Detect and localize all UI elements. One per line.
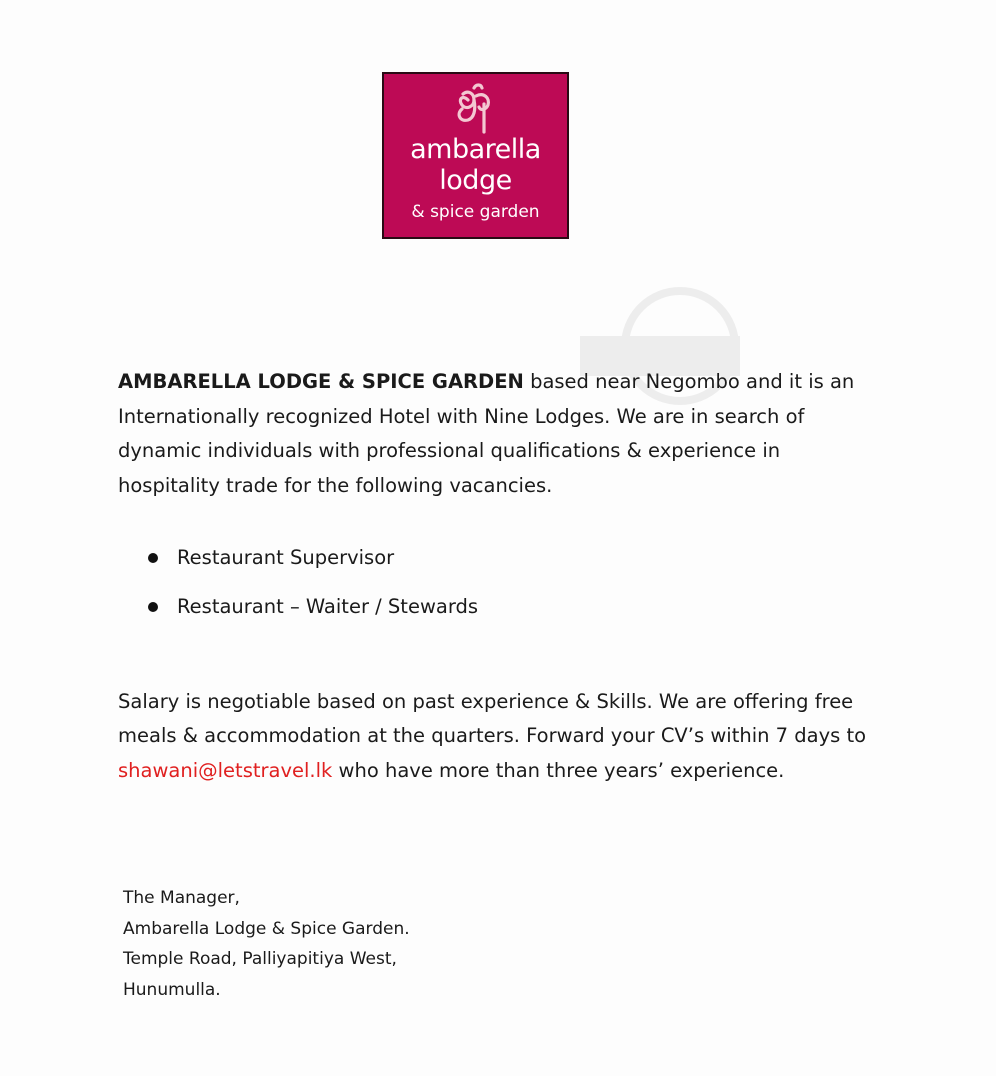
intro-paragraph [118, 365, 888, 503]
ambarella-fruit-icon [384, 80, 567, 136]
logo-name [384, 134, 567, 196]
contact-address [123, 883, 410, 1005]
logo-name-line2: lodge [439, 165, 512, 196]
vacancy-label: Restaurant Supervisor [177, 546, 395, 569]
bullet-icon [148, 553, 158, 563]
address-line: Temple Road, Palliyapitiya West, [123, 949, 397, 969]
salary-text-end: who have more than three years’ experience. [332, 758, 785, 782]
salary-text: Salary is negotiable based on past experience & Skills. We are offering free meals & accommodation at the quarters. Forward your CV’s within 7 days to [118, 690, 867, 748]
address-line: Hunumulla. [123, 979, 221, 1000]
list-item [118, 540, 818, 589]
logo-name-line1: ambarella [410, 134, 541, 165]
vacancy-label: Restaurant – Waiter / Stewards [177, 595, 479, 618]
list-item [118, 589, 818, 638]
logo-subtitle: & spice garden [411, 202, 540, 222]
intro-text: based near Negombo and it is an Internationally recognized Hotel with Nine Lodges. We are in search of dynamic individuals with professional qualifications & experience in hospitality trade for the following vacancies. [118, 370, 855, 497]
vacancy-list [118, 540, 818, 638]
email-link[interactable]: shawani@letstravel.lk [118, 758, 333, 782]
bullet-icon [148, 602, 158, 612]
salary-paragraph [118, 685, 893, 788]
address-line: Ambarella Lodge & Spice Garden. [123, 918, 410, 939]
address-line: The Manager, [123, 888, 240, 908]
company-name: AMBARELLA LODGE & SPICE GARDEN [118, 370, 524, 393]
company-logo [382, 72, 569, 239]
